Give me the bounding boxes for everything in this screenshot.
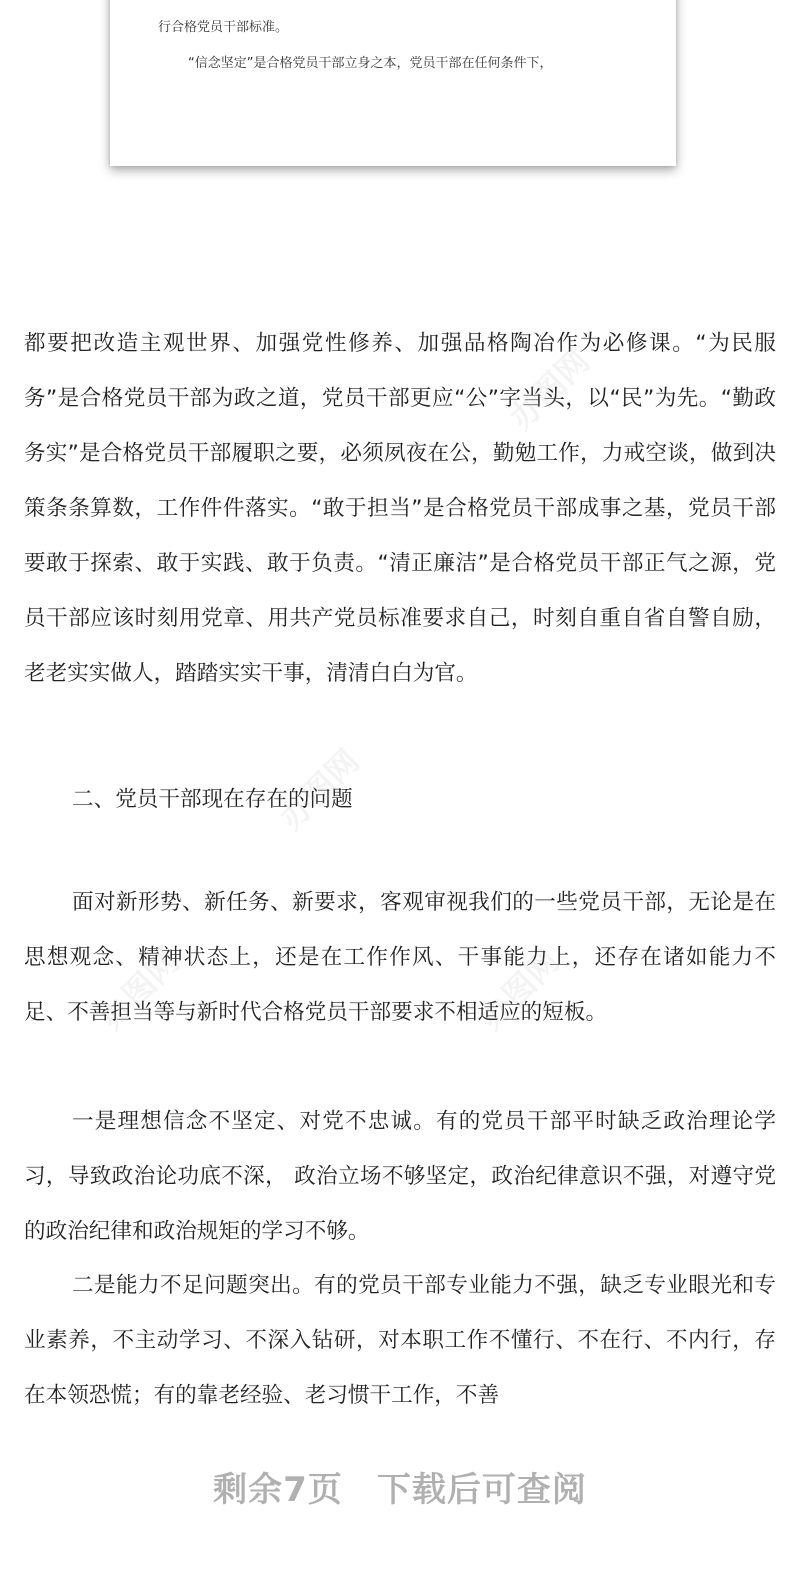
paragraph-overview: 面对新形势、新任务、新要求，客观审视我们的一些党员干部，无论是在思想观念、精神状态上，还是在工作作风、干事能力上，还存在诸如能力不足、不善担当等与新时代合格党员干部要求不相适应的短板。 [24,890,776,1025]
download-prompt-banner[interactable] [0,1462,800,1511]
watermark: 办图网 [272,742,367,837]
watermark: 办图网 [472,942,567,1037]
watermark: 办图网 [502,342,597,437]
preview-page-card [110,0,676,166]
remaining-pages-label[interactable]: 剩余7页 [213,1470,343,1510]
watermark: 办图网 [92,942,187,1037]
paragraph-point-one: 一是理想信念不坚定、对党不忠诚。有的党员干部平时缺乏政治理论学习，导致政治论功底不深， 政治立场不够坚定，政治纪律意识不强，对遵守党的政治纪律和政治规矩的学习不够。 [24,1109,776,1244]
download-to-view-label[interactable]: 下载后可查阅 [376,1470,587,1510]
preview-line-2: “信念坚定”是合格党员干部立身之本，党员干部在任何条件下， [188,56,553,71]
section-heading-problems: 二、党员干部现在存在的问题 [72,787,353,812]
paragraph-standards: 都要把改造主观世界、加强党性修养、加强品格陶冶作为必修课。“为民服务”是合格党员干部为政之道，党员干部更应“公”字当头，以“民”为先。“勤政务实”是合格党员干部履职之要，必须夙夜在公，勤勉工作，力戒空谈，做到决策条条算数，工作件件落实。“敢于担当”是合格党员干部成事之基，党员干部要敢于探索、敢于实践、敢于负责。“清正廉洁”是合格党员干部正气之源，党员干部应该时刻用党章、用共产党员标准要求自己，时刻自重自省自警自励，老老实实做人，踏踏实实干事，清清白白为官。 [24,331,776,686]
paragraph-point-two: 二是能力不足问题突出。有的党员干部专业能力不强，缺乏专业眼光和专业素养，不主动学习、不深入钻研，对本职工作不懂行、不在行、不内行，存在本领恐慌；有的靠老经验、老习惯干工作，不善 [24,1273,776,1408]
preview-line-1: 行合格党员干部标准。 [158,20,289,35]
